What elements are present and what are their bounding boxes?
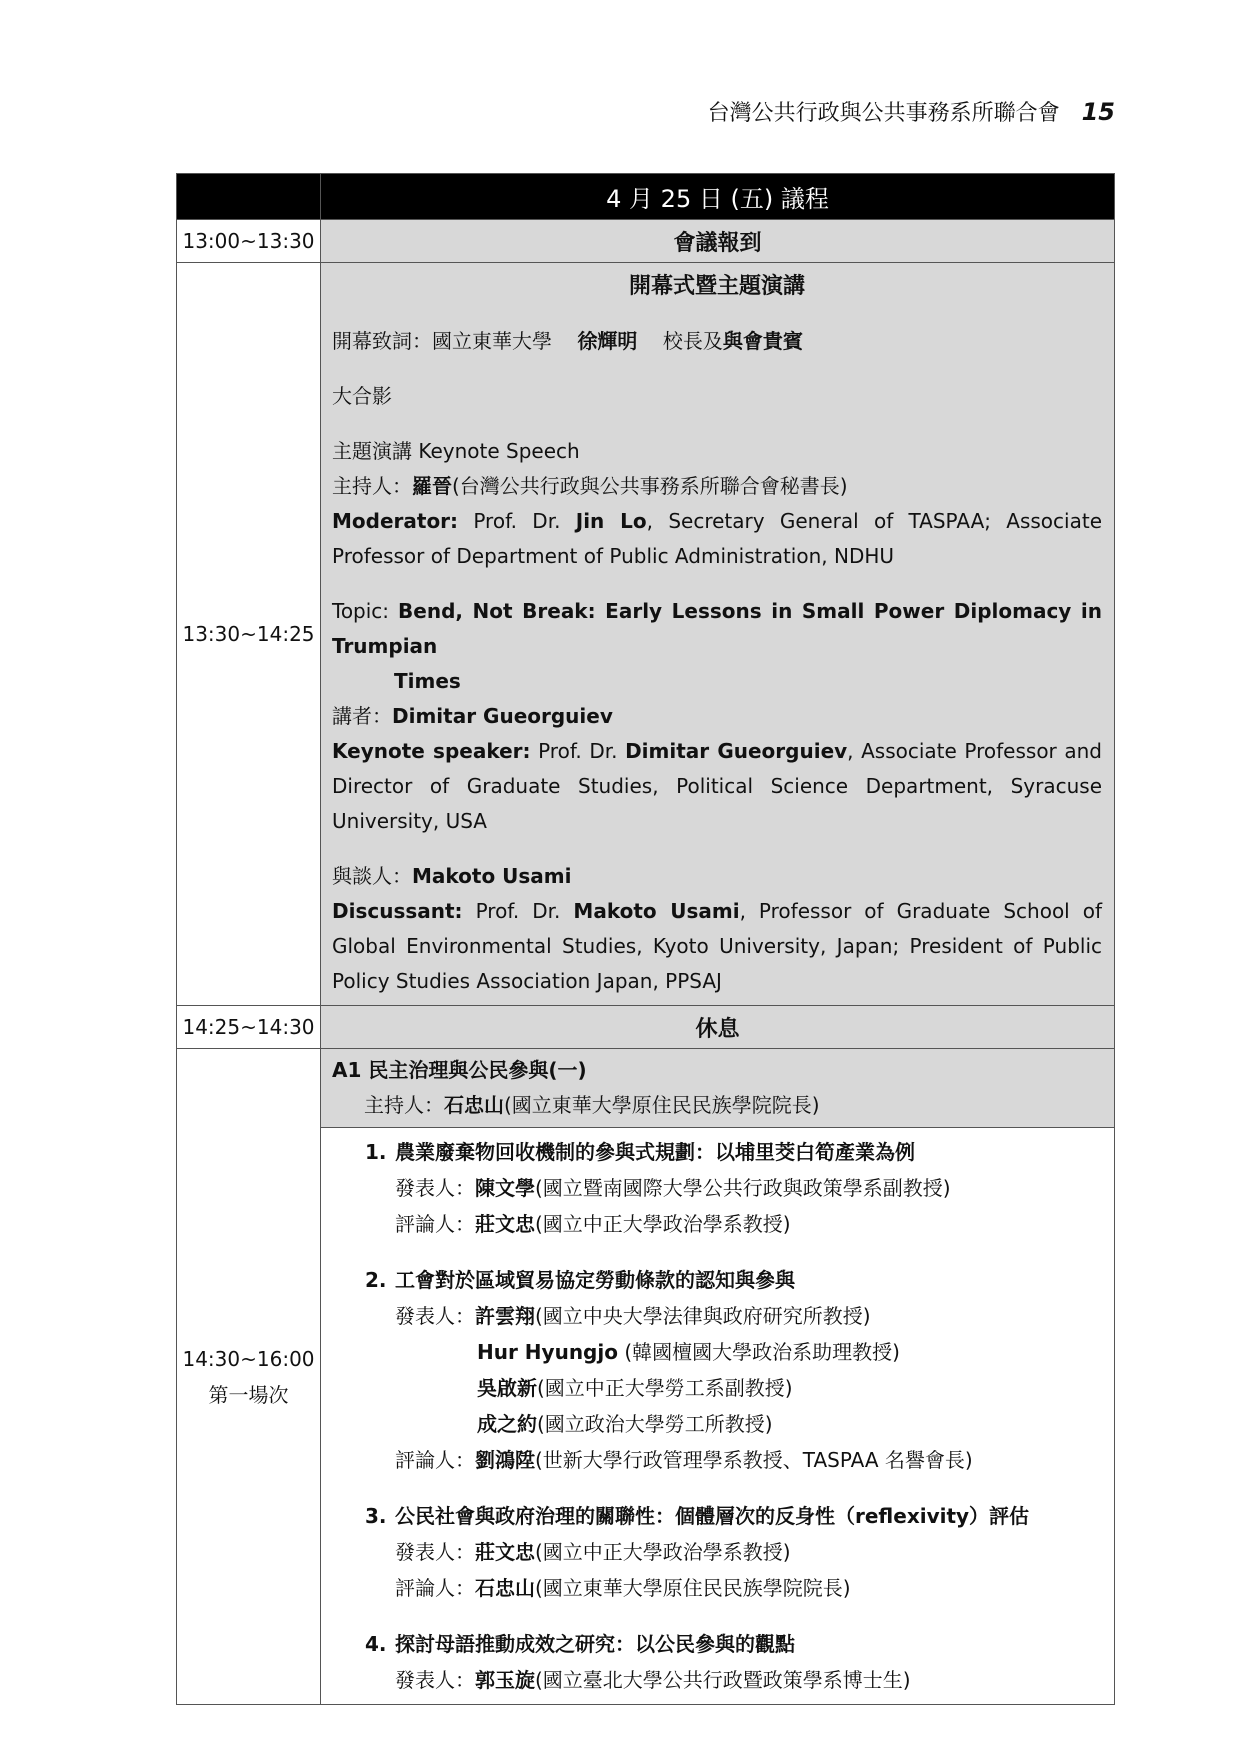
presenter-line: 發表人：莊文忠(國立中正大學政治學系教授): [395, 1540, 791, 1564]
paper-title: 2. 工會對於區域貿易協定勞動條款的認知與參與: [365, 1268, 795, 1292]
session1-time: 14:30~16:00: [182, 1346, 315, 1371]
break-row: [177, 1006, 1115, 1049]
presenter-line: 發表人：郭玉旋(國立臺北大學公共行政暨政策學系博士生): [395, 1668, 911, 1692]
session1-cell: [321, 1049, 1115, 1705]
welcome-line: 開幕致詞：國立東華大學 徐輝明 校長及與會貴賓: [332, 329, 803, 353]
opening-cell: [321, 263, 1115, 1006]
session1-row: [177, 1049, 1115, 1705]
page-number: 15: [1081, 98, 1115, 126]
presenter-line: 發表人：陳文學(國立暨南國際大學公共行政與政策學系副教授): [395, 1176, 951, 1200]
paper-4: [365, 1626, 1102, 1698]
presenter-line: 成之約(國立政治大學勞工所教授): [477, 1412, 773, 1436]
presenter-line: 發表人：許雲翔(國立中央大學法律與政府研究所教授): [395, 1304, 871, 1328]
registration-time: 13:00~13:30: [177, 220, 321, 263]
keynote-heading: 主題演講 Keynote Speech: [332, 439, 580, 463]
commentator-line: 評論人：劉鴻陞(世新大學行政管理學系教授、TASPAA 名譽會長): [395, 1448, 973, 1472]
agenda-table: [176, 173, 1115, 1705]
break-time: 14:25~14:30: [177, 1006, 321, 1049]
agenda-date-title: 4 月 25 日 (五) 議程: [321, 174, 1115, 220]
session1-time-label: 第一場次: [208, 1382, 289, 1407]
session1-papers: [321, 1128, 1114, 1704]
session1-title: A1 民主治理與公民參與(一): [332, 1058, 587, 1082]
agenda-title-row: [177, 174, 1115, 220]
break-label: 休息: [321, 1006, 1115, 1049]
registration-row: [177, 220, 1115, 263]
registration-label: 會議報到: [321, 220, 1115, 263]
host-line: 主持人：羅晉(台灣公共行政與公共事務系所聯合會秘書長): [332, 474, 848, 498]
paper-2: [365, 1262, 1102, 1478]
paper-title: 3. 公民社會與政府治理的關聯性：個體層次的反身性（reflexivity）評估: [365, 1504, 1030, 1528]
presenter-line: Hur Hyungjo (韓國檀國大學政治系助理教授): [477, 1340, 900, 1364]
presenter-line: 吳啟新(國立中正大學勞工系副教授): [477, 1376, 793, 1400]
paper-title: 4. 探討母語推動成效之研究：以公民參與的觀點: [365, 1632, 795, 1656]
topic-line-cont: Times: [394, 669, 461, 693]
paper-1: [365, 1134, 1102, 1242]
speaker-cn-line: 講者：Dimitar Gueorguiev: [332, 704, 613, 728]
paper-3: [365, 1498, 1102, 1606]
speaker-line: Keynote speaker: Prof. Dr. Dimitar Gueorguiev, Associate Professor and Director of Graduate Studies, Political Science Department, Syracuse University, USA: [332, 739, 1102, 833]
session1-header: [321, 1049, 1114, 1128]
opening-row: [177, 263, 1115, 1006]
moderator-line: Moderator: Prof. Dr. Jin Lo, Secretary General of TASPAA; Associate Professor of Department of Public Administration, NDHU: [332, 509, 1102, 568]
group-photo: 大合影: [332, 384, 392, 408]
opening-time: 13:30~14:25: [177, 263, 321, 1006]
session1-host: 主持人：石忠山(國立東華大學原住民民族學院院長): [364, 1093, 820, 1117]
header-org: 台灣公共行政與公共事務系所聯合會: [707, 101, 1060, 126]
commentator-line: 評論人：莊文忠(國立中正大學政治學系教授): [395, 1212, 791, 1236]
opening-title: 開幕式暨主題演講: [628, 274, 805, 299]
commentator-line: 評論人：石忠山(國立東華大學原住民民族學院院長): [395, 1576, 851, 1600]
discussant-line: Discussant: Prof. Dr. Makoto Usami, Professor of Graduate School of Global Environmental Studies, Kyoto University, Japan; President of Public Policy Studies Association Japan, PPSAJ: [332, 899, 1103, 993]
session1-time-cell: [177, 1049, 321, 1705]
topic-line: Topic: Bend, Not Break: Early Lessons in Small Power Diplomacy in Trumpian: [332, 599, 1103, 658]
discussant-cn-line: 與談人：Makoto Usami: [332, 864, 572, 888]
page-header: [708, 96, 1115, 127]
paper-title: 1. 農業廢棄物回收機制的參與式規劃：以埔里茭白筍產業為例: [365, 1140, 915, 1164]
